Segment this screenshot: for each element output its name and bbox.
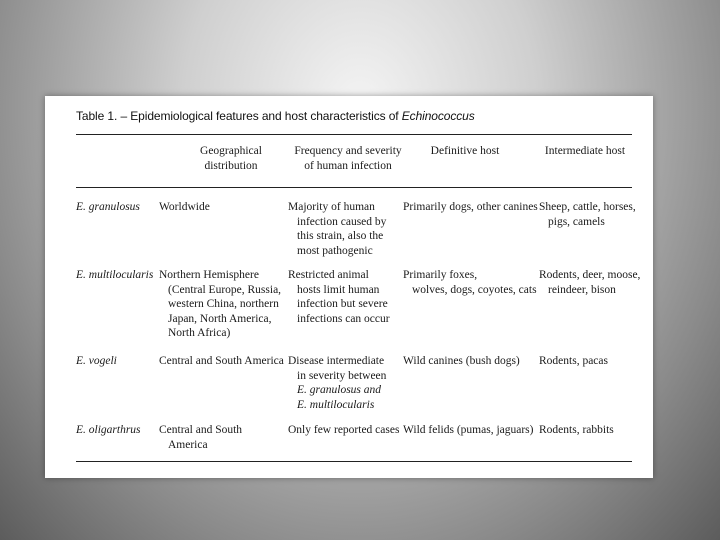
row-species-vogeli: E. vogeli [76, 355, 117, 367]
row-intermediate-host-multilocularis: Rodents, deer, moose, reindeer, bison [539, 269, 641, 296]
row-species-multilocularis: E. multilocularis [76, 269, 154, 281]
row-distribution-oligarthrus: Central and South America [159, 424, 243, 451]
row-frequency-multilocularis: Restricted animal hosts limit human infection but severe infections can occur [288, 269, 390, 325]
header-definitive-host: Definitive host [430, 145, 500, 157]
row-frequency-vogeli: Disease intermediate in severity between E. granulosus and E. multilocularis [288, 355, 387, 411]
table-header-rule [76, 187, 632, 188]
row-intermediate-host-oligarthrus: Rodents, rabbits [539, 424, 614, 436]
row-distribution-vogeli: Central and South America [159, 355, 284, 367]
row-intermediate-host-granulosus: Sheep, cattle, horses, pigs, camels [539, 201, 636, 228]
row-distribution-granulosus: Worldwide [159, 201, 210, 213]
header-frequency-severity: Frequency and severity of human infection [294, 145, 402, 172]
row-definitive-host-vogeli: Wild canines (bush dogs) [403, 355, 520, 367]
caption-genus: Echinococcus [401, 109, 475, 123]
row-definitive-host-oligarthrus: Wild felids (pumas, jaguars) [403, 424, 534, 436]
row-species-oligarthrus: E. oligarthrus [76, 424, 141, 436]
header-intermediate-host: Intermediate host [544, 145, 626, 157]
row-intermediate-host-vogeli: Rodents, pacas [539, 355, 608, 367]
table-caption [76, 109, 475, 123]
caption-prefix: Table 1. – Epidemiological features and host characteristics of [76, 109, 402, 123]
row-definitive-host-granulosus: Primarily dogs, other canines [403, 201, 538, 213]
header-geographical-distribution: Geographical distribution [200, 145, 262, 172]
table-top-rule [76, 134, 632, 135]
row-definitive-host-multilocularis: Primarily foxes, wolves, dogs, coyotes, cats [403, 269, 537, 296]
row-species-granulosus: E. granulosus [76, 201, 140, 213]
row-distribution-multilocularis: Northern Hemisphere (Central Europe, Russia, western China, northern Japan, North America, North Africa) [159, 269, 282, 339]
row-frequency-granulosus: Majority of human infection caused by this strain, also the most pathogenic [288, 201, 387, 257]
row-frequency-oligarthrus: Only few reported cases [288, 424, 400, 436]
table-image [45, 96, 653, 478]
table-bottom-rule [76, 461, 632, 462]
